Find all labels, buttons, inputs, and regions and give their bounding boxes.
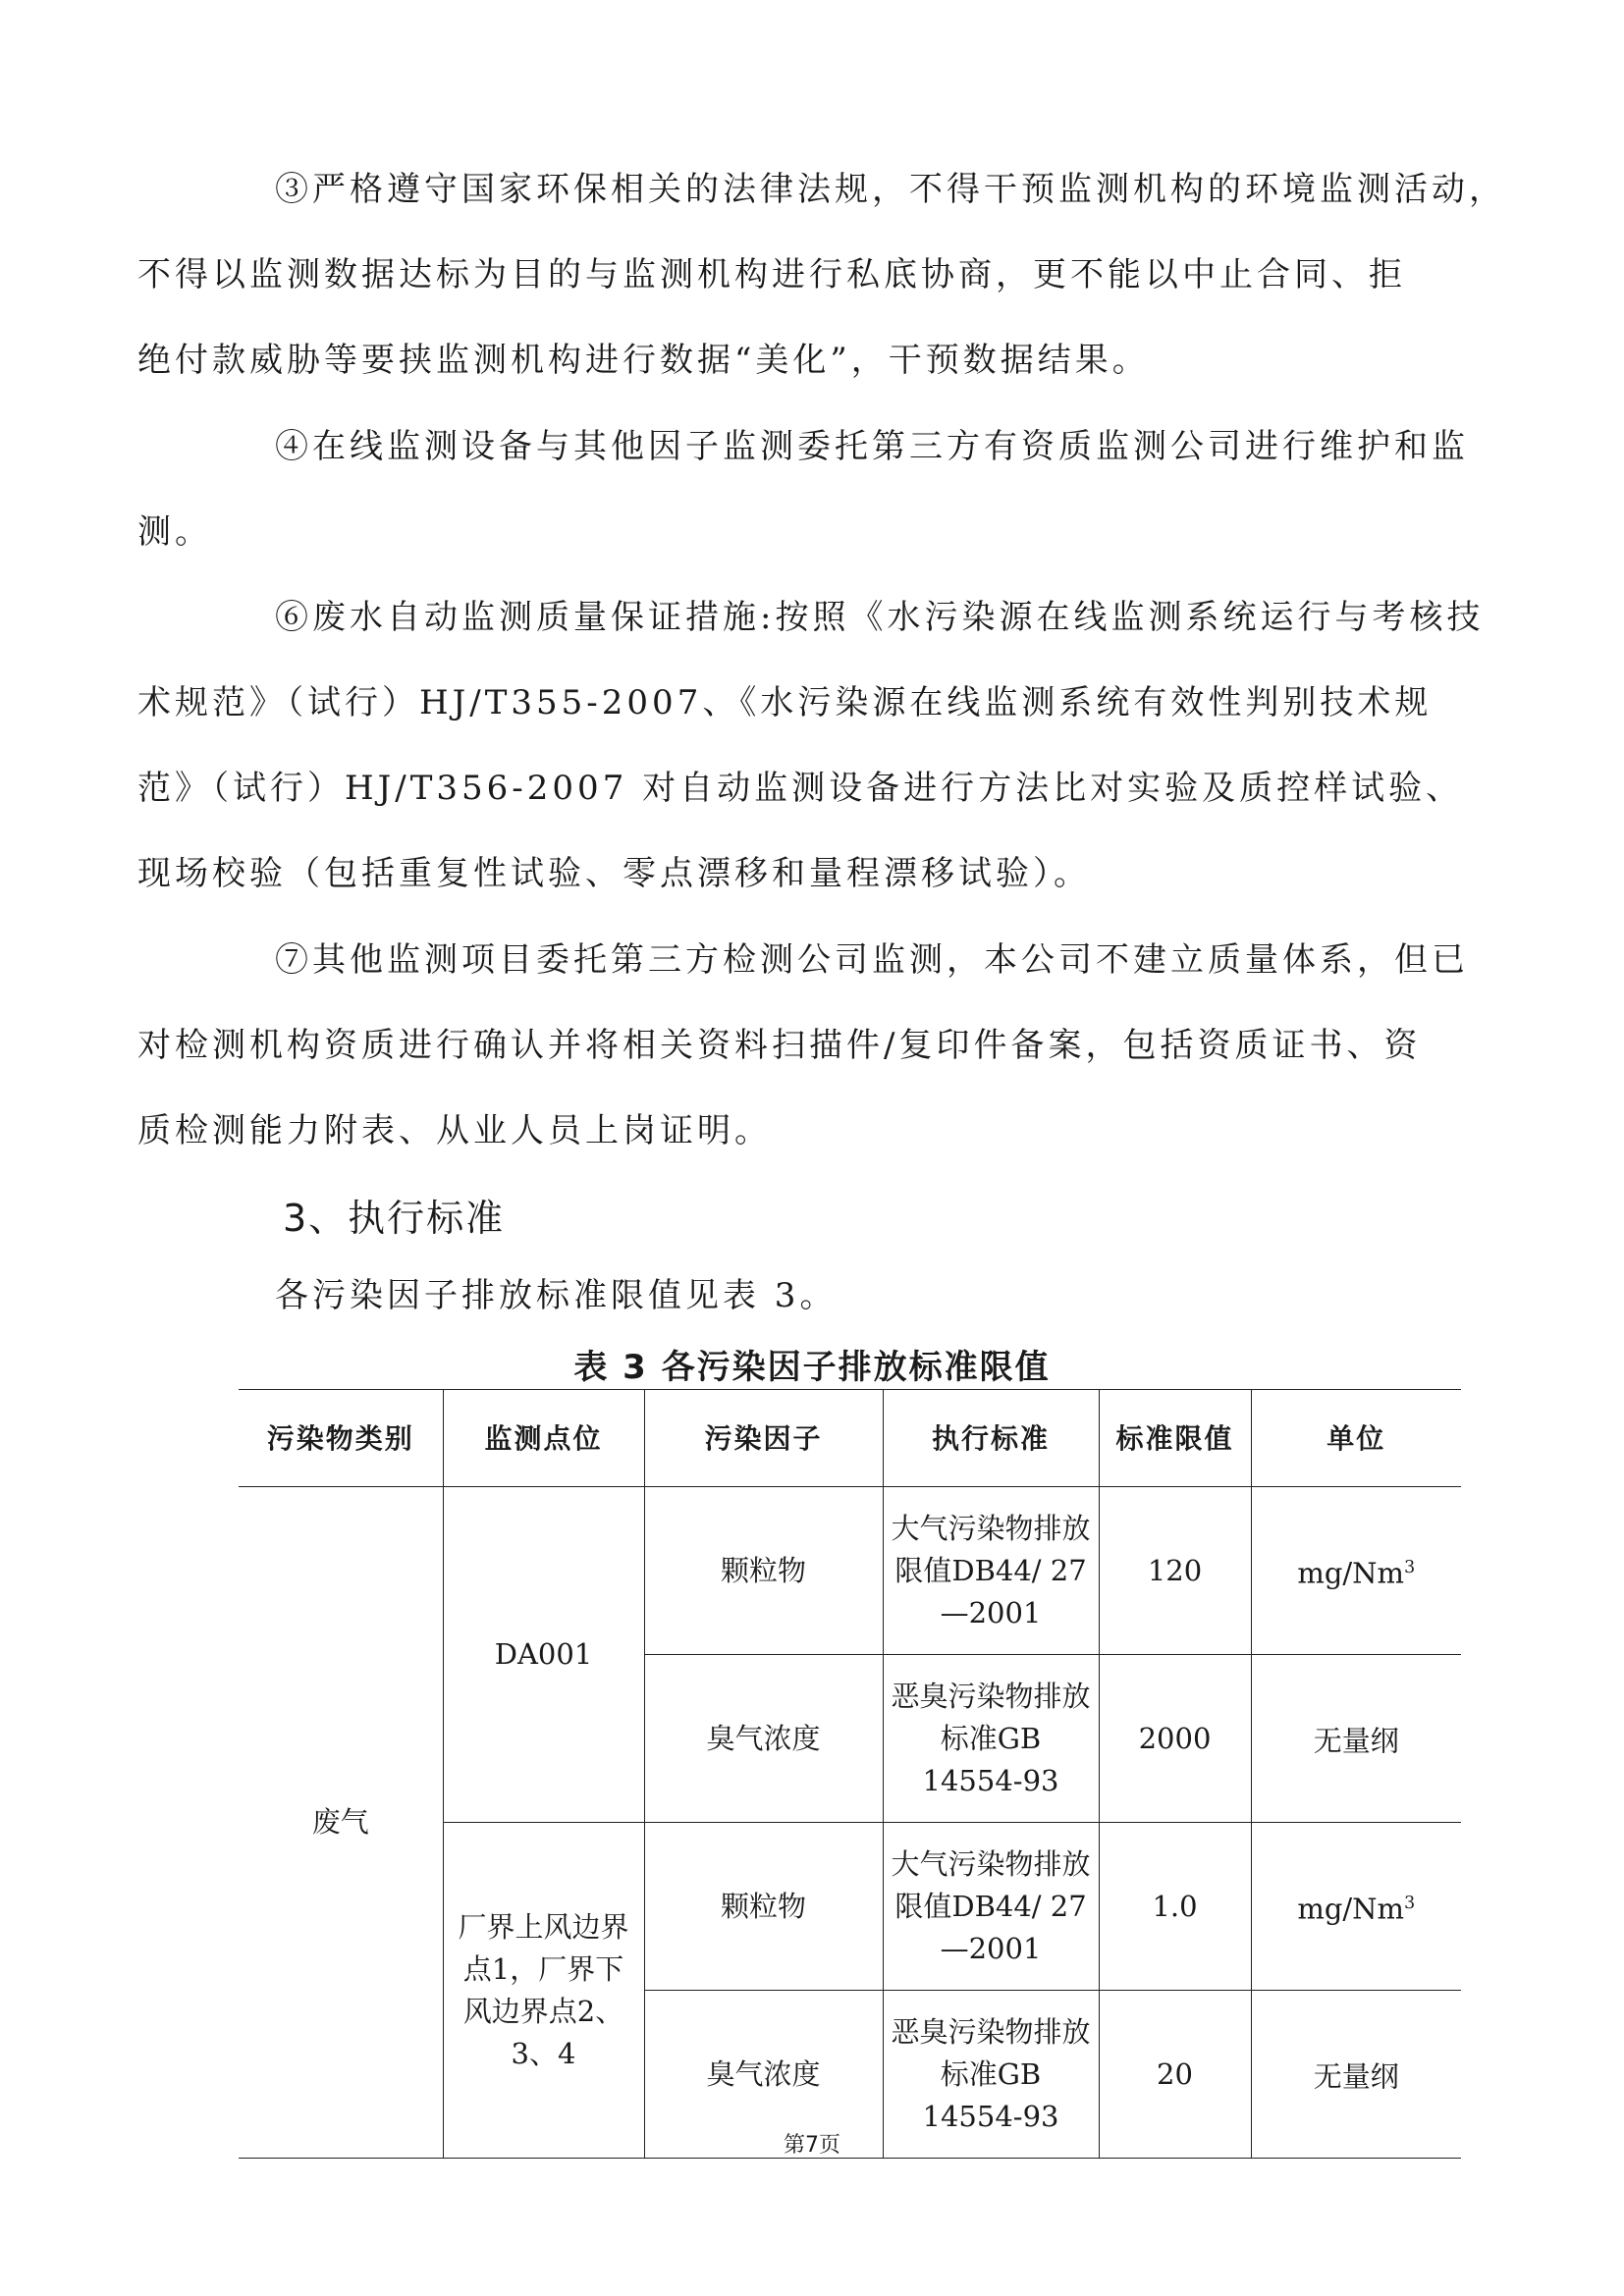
paragraph-line: ③严格遵守国家环保相关的法律法规，不得干预监测机构的环境监测活动， <box>275 170 1506 209</box>
header-limit: 标准限值 <box>1099 1390 1251 1487</box>
paragraph-line: ④在线监测设备与其他因子监测委托第三方有资质监测公司进行维护和监 <box>275 427 1469 466</box>
paragraph-line: 范》（试行）HJ/T356-2007 对自动监测设备进行方法比对实验及质控样试验、 <box>137 769 1464 808</box>
standards-table <box>239 1389 1461 2159</box>
header-factor: 污染因子 <box>644 1390 883 1487</box>
paragraph-line: ⑥废水自动监测质量保证措施:按照《水污染源在线监测系统运行与考核技 <box>275 598 1485 637</box>
header-category: 污染物类别 <box>239 1390 443 1487</box>
paragraph-line: 质检测能力附表、从业人员上岗证明。 <box>137 1111 772 1150</box>
cell-limit: 120 <box>1099 1487 1251 1655</box>
cell-limit: 2000 <box>1099 1655 1251 1823</box>
cell-factor: 臭气浓度 <box>644 1991 883 2159</box>
cell-standard: 恶臭污染物排放标准GB 14554-93 <box>883 1991 1099 2159</box>
cell-factor: 颗粒物 <box>644 1823 883 1991</box>
unit-text: mg/Nm <box>1297 1892 1405 1926</box>
paragraph-line: 术规范》（试行）HJ/T355-2007、《水污染源在线监测系统有效性判别技术规 <box>137 683 1433 722</box>
paragraph-line: 不得以监测数据达标为目的与监测机构进行私底协商，更不能以中止合同、拒 <box>137 255 1406 294</box>
cell-point: DA001 <box>443 1487 644 1823</box>
cell-standard: 恶臭污染物排放标准GB 14554-93 <box>883 1655 1099 1823</box>
cell-standard: 大气污染物排放限值DB44/ 27—2001 <box>883 1487 1099 1655</box>
cell-category: 废气 <box>239 1487 443 2159</box>
cell-factor: 臭气浓度 <box>644 1655 883 1823</box>
unit-superscript: 3 <box>1404 1893 1416 1913</box>
header-unit: 单位 <box>1251 1390 1461 1487</box>
paragraph-line: ⑦其他监测项目委托第三方检测公司监测，本公司不建立质量体系，但已 <box>275 940 1469 980</box>
cell-limit: 20 <box>1099 1991 1251 2159</box>
cell-point: 厂界上风边界点1，厂界下风边界点2、3、4 <box>443 1823 644 2159</box>
unit-superscript: 3 <box>1404 1557 1416 1577</box>
paragraph-item-3 <box>137 147 1506 403</box>
cell-limit: 1.0 <box>1099 1823 1251 1991</box>
paragraph-line: 绝付款威胁等要挟监测机构进行数据“美化”，干预数据结果。 <box>137 341 1150 380</box>
table-header-row <box>239 1390 1461 1487</box>
paragraph-item-6 <box>137 575 1502 917</box>
page-number: 第7页 <box>784 2133 840 2158</box>
header-point: 监测点位 <box>443 1390 644 1487</box>
table-row <box>239 1487 1461 1655</box>
table-title: 表 3 各污染因子排放标准限值 <box>573 1348 1051 1387</box>
intro-text: 各污染因子排放标准限值见表 3。 <box>275 1276 838 1315</box>
paragraph-item-7 <box>137 918 1502 1174</box>
paragraph-line: 测。 <box>137 512 212 552</box>
unit-text: 无量纲 <box>1313 1724 1399 1758</box>
cell-unit <box>1251 1487 1461 1655</box>
cell-unit <box>1251 1655 1461 1823</box>
paragraph-line: 现场校验（包括重复性试验、零点漂移和量程漂移试验）。 <box>137 854 1091 893</box>
unit-text: mg/Nm <box>1297 1556 1405 1590</box>
section-heading: 3、执行标准 <box>283 1197 506 1240</box>
cell-factor: 颗粒物 <box>644 1487 883 1655</box>
cell-standard: 大气污染物排放限值DB44/ 27—2001 <box>883 1823 1099 1991</box>
unit-text: 无量纲 <box>1313 2059 1399 2094</box>
paragraph-line: 对检测机构资质进行确认并将相关资料扫描件/复印件备案，包括资质证书、资 <box>137 1026 1422 1065</box>
paragraph-item-4 <box>137 404 1502 575</box>
cell-unit <box>1251 1823 1461 1991</box>
header-standard: 执行标准 <box>883 1390 1099 1487</box>
